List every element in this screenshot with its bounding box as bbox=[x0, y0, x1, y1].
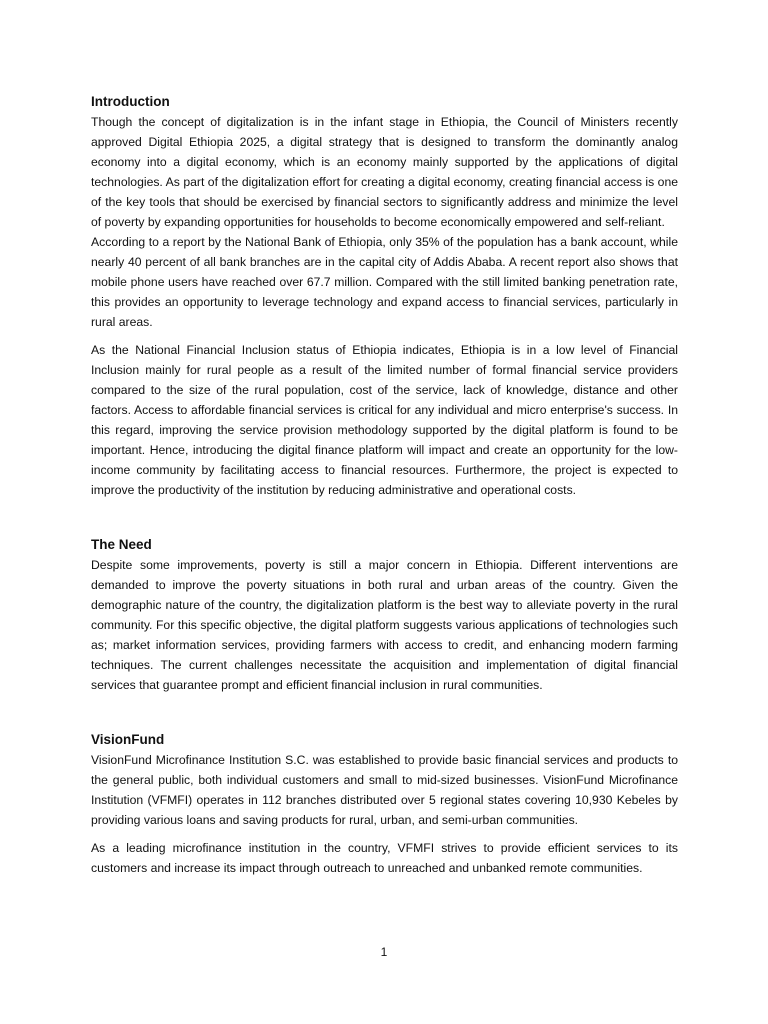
need-heading: The Need bbox=[91, 537, 152, 552]
visionfund-heading: VisionFund bbox=[91, 732, 165, 747]
page-number: 1 bbox=[380, 945, 388, 959]
introduction-paragraph-1: Though the concept of digitalization is in the infant stage in Ethiopia, the Council of Ministers recently approved Digital Ethiopia 2025, a digital strategy that is designed to transform the dominantly analog economy into a digital economy, which is an economy mainly supported by the applications of digital technologies. As part of the digitalization effort for creating a digital economy, creating financial access is one of the key tools that should be exercised by financial sectors to significantly address and minimize the level of poverty by expanding opportunities for households to become economically empowered and self-reliant. bbox=[91, 115, 678, 229]
introduction-heading: Introduction bbox=[91, 94, 170, 109]
visionfund-paragraph-1: VisionFund Microfinance Institution S.C. was established to provide basic financial services and products to the general public, both individual customers and small to mid-sized businesses. VisionFund Microfinance Institution (VFMFI) operates in 112 branches distributed over 5 regional states covering 10,930 Kebeles by providing various loans and saving products for rural, urban, and semi-urban communities. bbox=[91, 753, 678, 827]
introduction-paragraph-3: As the National Financial Inclusion status of Ethiopia indicates, Ethiopia is in a low level of Financial Inclusion mainly for rural people as a result of the limited number of formal financial service providers compared to the size of the rural population, cost of the service, lack of knowledge, distance and other factors. Access to affordable financial services is critical for any individual and micro enterprise's success. In this regard, improving the service provision methodology supported by the digital platform is found to be important. Hence, introducing the digital finance platform will impact and create an opportunity for the low-income community by facilitating access to financial resources. Furthermore, the project is expected to improve the productivity of the institution by reducing administrative and operational costs. bbox=[91, 343, 678, 497]
introduction-paragraph-2: According to a report by the National Bank of Ethiopia, only 35% of the population has a bank account, while nearly 40 percent of all bank branches are in the capital city of Addis Ababa. A recent report also shows that mobile phone users have reached over 67.7 million. Compared with the still limited banking penetration rate, this provides an opportunity to leverage technology and expand access to financial services, particularly in rural areas. bbox=[91, 235, 678, 329]
document-page bbox=[91, 92, 678, 878]
visionfund-paragraph-2: As a leading microfinance institution in the country, VFMFI strives to provide efficient services to its customers and increase its impact through outreach to unreached and unbanked remote communities. bbox=[91, 841, 678, 875]
need-paragraph-1: Despite some improvements, poverty is still a major concern in Ethiopia. Different interventions are demanded to improve the poverty situations in both rural and urban areas of the country. Given the demographic nature of the country, the digitalization platform is the best way to alleviate poverty in the rural community. For this specific objective, the digital platform suggests various applications of technologies such as; market information services, providing farmers with access to credit, and enhancing modern farming techniques. The current challenges necessitate the acquisition and implementation of digital financial services that guarantee prompt and efficient financial inclusion in rural communities. bbox=[91, 558, 678, 692]
